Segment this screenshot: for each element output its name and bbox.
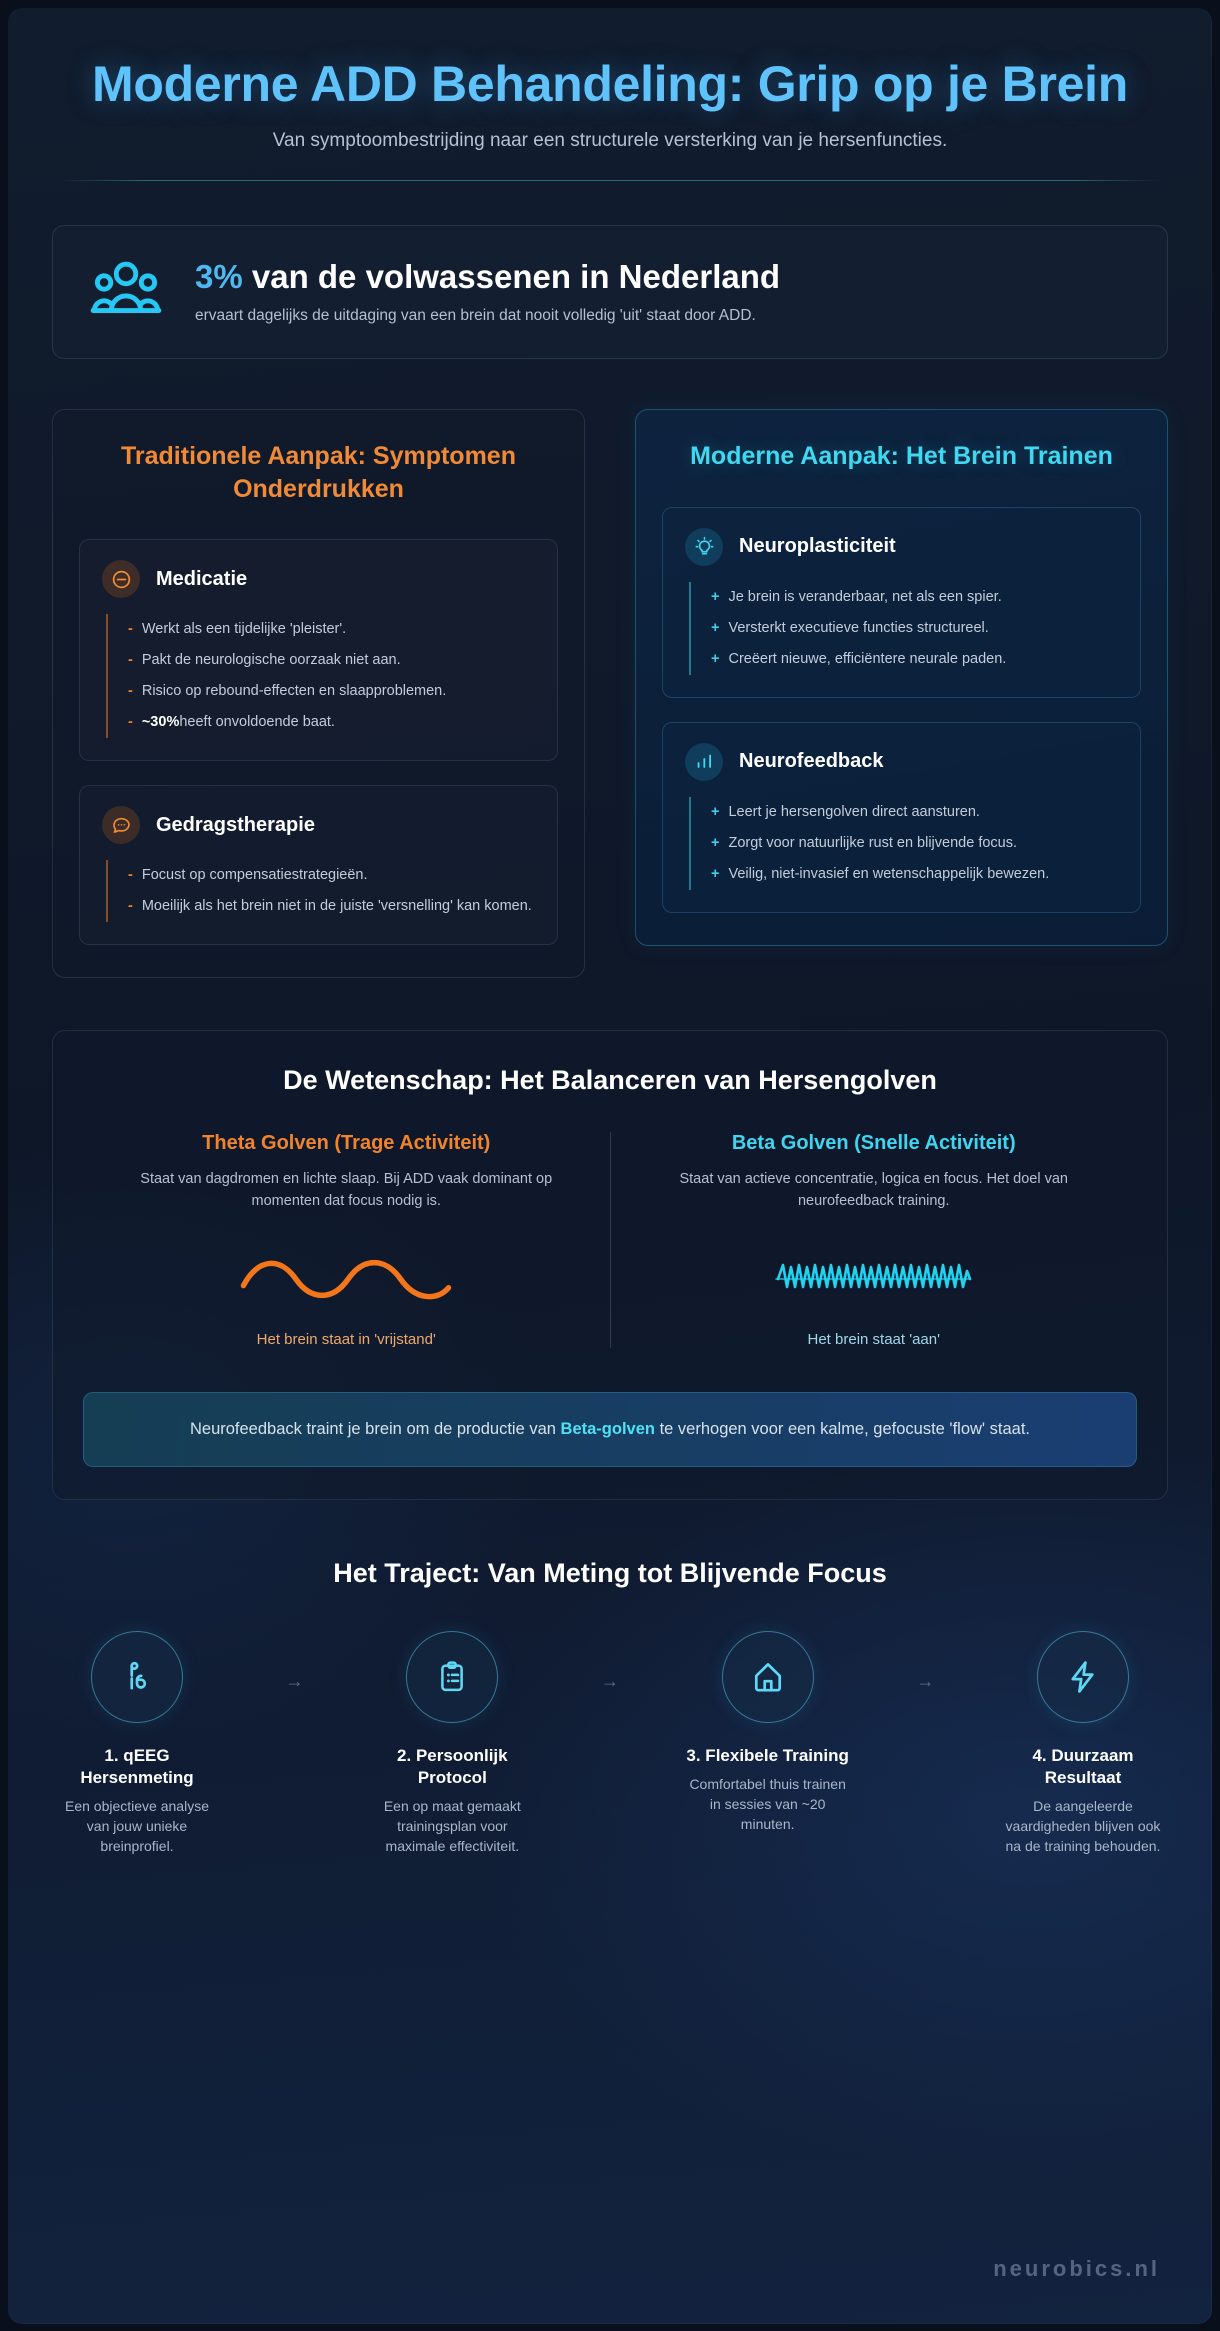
card-header bbox=[102, 806, 535, 844]
page-subtitle: Van symptoombestrijding naar een structurele versterking van je hersenfuncties. bbox=[272, 130, 948, 151]
journey-steps bbox=[52, 1631, 1168, 1858]
header bbox=[52, 38, 1168, 181]
bullet-marker: + bbox=[711, 834, 720, 851]
bullet-text: Werkt als een tijdelijke 'pleister'. bbox=[141, 621, 347, 637]
brainwave-comparison bbox=[83, 1132, 1137, 1348]
statistic-percent: 3% bbox=[195, 258, 243, 296]
card-medicatie bbox=[79, 539, 558, 761]
journey-section-title: Het Traject: Van Meting tot Blijvende Focus bbox=[333, 1557, 887, 1588]
bullet-emphasis: ~30% bbox=[141, 714, 180, 731]
card-neuroplasticiteit bbox=[662, 507, 1141, 698]
card-title: Gedragstherapie bbox=[156, 813, 315, 836]
page-title: Moderne ADD Behandeling: Grip op je Brein bbox=[92, 56, 1128, 112]
bullet-text: Zorgt voor natuurlijke rust en blijvende focus. bbox=[728, 834, 1018, 851]
bullet-marker: - bbox=[128, 714, 133, 731]
card-bullet-list bbox=[689, 582, 1118, 675]
lightning-bolt-icon bbox=[1037, 1631, 1129, 1723]
bullet-marker: + bbox=[711, 619, 720, 636]
infographic-page bbox=[8, 8, 1212, 2324]
bullet-marker: - bbox=[128, 898, 133, 915]
beta-caption: Het brein staat 'aan' bbox=[807, 1331, 940, 1349]
list-item bbox=[700, 797, 1118, 828]
card-header bbox=[102, 560, 535, 598]
theta-wave-panel bbox=[83, 1132, 610, 1348]
bullet-marker: + bbox=[711, 588, 720, 605]
list-item bbox=[700, 859, 1118, 890]
card-bullet-list bbox=[106, 860, 535, 922]
bullet-text: Je brein is veranderbaar, net als een spier. bbox=[728, 588, 1002, 605]
journey-step-label: 3. Flexibele Training bbox=[686, 1745, 849, 1765]
card-gedragstherapie bbox=[79, 785, 558, 945]
journey-step-1 bbox=[52, 1631, 222, 1858]
bullet-text: Leert je hersengolven direct aansturen. bbox=[728, 803, 980, 820]
modern-approach-column bbox=[635, 409, 1168, 946]
clipboard-icon bbox=[406, 1631, 498, 1723]
bullet-marker: + bbox=[711, 803, 720, 820]
traditional-approach-column bbox=[52, 409, 585, 978]
statistic-headline bbox=[195, 257, 1133, 297]
list-item bbox=[700, 644, 1118, 675]
eeg-electrode-icon bbox=[91, 1631, 183, 1723]
bullet-text: Versterkt executieve functies structureel. bbox=[728, 619, 989, 636]
bullet-text: Pakt de neurologische oorzaak niet aan. bbox=[141, 652, 401, 669]
list-item bbox=[700, 613, 1118, 644]
journey-step-description: Comfortabel thuis trainen in sessies van ~20 minuten. bbox=[689, 1775, 846, 1832]
card-header bbox=[685, 528, 1118, 566]
bullet-marker: - bbox=[128, 652, 133, 669]
theta-heading: Theta Golven (Trage Activiteit) bbox=[202, 1132, 491, 1155]
header-divider bbox=[58, 180, 1162, 181]
journey-step-description: Een op maat gemaakt trainingsplan voor maximale effectiviteit. bbox=[383, 1798, 521, 1855]
statistic-headline-rest: van de volwassenen in Nederland bbox=[242, 258, 781, 296]
journey-arrow-3: → bbox=[916, 1670, 935, 1691]
home-icon bbox=[722, 1631, 814, 1723]
theta-description: Staat van dagdromen en lichte slaap. Bij ADD vaak dominant op momenten dat focus nodig is. bbox=[140, 1171, 553, 1209]
bullet-marker: - bbox=[128, 683, 133, 700]
bullet-marker: + bbox=[711, 865, 720, 882]
journey-section bbox=[52, 1558, 1168, 1868]
journey-step-label: 4. Duurzaam Resultaat bbox=[1032, 1745, 1134, 1787]
callout-after: te verhogen voor een kalme, gefocuste 'flow' staat. bbox=[654, 1420, 1030, 1439]
card-title: Neurofeedback bbox=[739, 750, 884, 773]
theta-caption: Het brein staat in 'vrijstand' bbox=[256, 1331, 436, 1349]
bar-chart-icon bbox=[685, 743, 723, 781]
card-title: Medicatie bbox=[156, 567, 248, 590]
list-item bbox=[117, 860, 535, 891]
statistic-text bbox=[195, 257, 1133, 324]
traditional-column-title: Traditionele Aanpak: Symptomen Onderdrukken bbox=[121, 442, 516, 503]
callout-before: Neurofeedback traint je brein om de productie van bbox=[189, 1420, 561, 1439]
comparison-section bbox=[52, 409, 1168, 978]
journey-step-description: De aangeleerde vaardigheden blijven ook na de training behouden. bbox=[1005, 1798, 1161, 1855]
list-item bbox=[700, 828, 1118, 859]
list-item bbox=[117, 707, 535, 738]
bullet-text: Creëert nieuwe, efficiëntere neurale paden. bbox=[728, 650, 1007, 667]
card-header bbox=[685, 743, 1118, 781]
journey-step-4 bbox=[998, 1631, 1168, 1858]
list-item bbox=[117, 891, 535, 922]
bullet-text: Moeilijk als het brein niet in de juiste 'versnelling' kan komen. bbox=[141, 898, 532, 915]
journey-arrow-1: → bbox=[285, 1670, 304, 1691]
bullet-text: Focust op compensatiestrategieën. bbox=[141, 867, 368, 884]
journey-step-description: Een objectieve analyse van jouw unieke breinprofiel. bbox=[65, 1798, 209, 1855]
bullet-text: Risico op rebound-effecten en slaapproblemen. bbox=[141, 683, 447, 700]
chat-bubble-icon bbox=[102, 806, 140, 844]
bullet-marker: - bbox=[128, 621, 133, 637]
list-item bbox=[700, 582, 1118, 613]
list-item bbox=[117, 645, 535, 676]
journey-step-3 bbox=[683, 1631, 853, 1835]
bullet-text: Veilig, niet-invasief en wetenschappelijk bewezen. bbox=[728, 865, 1050, 882]
watermark: neurobics.nl bbox=[993, 2256, 1160, 2281]
beta-wave-panel bbox=[610, 1132, 1138, 1348]
beta-heading: Beta Golven (Snelle Activiteit) bbox=[731, 1132, 1016, 1155]
beta-description: Staat van actieve concentratie, logica en focus. Het doel van neurofeedback training. bbox=[679, 1171, 1068, 1209]
list-item bbox=[117, 614, 535, 645]
callout-emphasis: Beta-golven bbox=[560, 1420, 655, 1439]
science-section bbox=[52, 1030, 1168, 1499]
bullet-marker: + bbox=[711, 650, 720, 667]
lightbulb-icon bbox=[685, 528, 723, 566]
statistic-banner bbox=[52, 225, 1168, 359]
journey-arrow-2: → bbox=[600, 1670, 619, 1691]
bullet-text bbox=[142, 712, 335, 733]
modern-column-title: Moderne Aanpak: Het Brein Trainen bbox=[690, 442, 1113, 470]
card-bullet-list bbox=[689, 797, 1118, 890]
bullet-text-rest: heeft onvoldoende baat. bbox=[179, 714, 335, 731]
journey-step-label: 2. Persoonlijk Protocol bbox=[397, 1745, 508, 1787]
card-neurofeedback bbox=[662, 722, 1141, 913]
card-title: Neuroplasticiteit bbox=[739, 535, 896, 557]
card-bullet-list bbox=[106, 614, 535, 738]
bullet-marker: - bbox=[128, 867, 133, 884]
fast-spike-wave-icon bbox=[637, 1253, 1112, 1305]
list-item bbox=[117, 676, 535, 707]
science-callout bbox=[83, 1392, 1137, 1466]
minus-circle-icon bbox=[102, 560, 140, 598]
journey-step-label: 1. qEEG Hersenmeting bbox=[80, 1745, 194, 1787]
people-group-icon bbox=[87, 252, 165, 330]
journey-step-2 bbox=[367, 1631, 537, 1858]
science-section-title: De Wetenschap: Het Balanceren van Hersengolven bbox=[283, 1065, 937, 1096]
slow-sine-wave-icon bbox=[109, 1253, 584, 1305]
statistic-subtext: ervaart dagelijks de uitdaging van een brein dat nooit volledig 'uit' staat door ADD. bbox=[195, 306, 756, 324]
